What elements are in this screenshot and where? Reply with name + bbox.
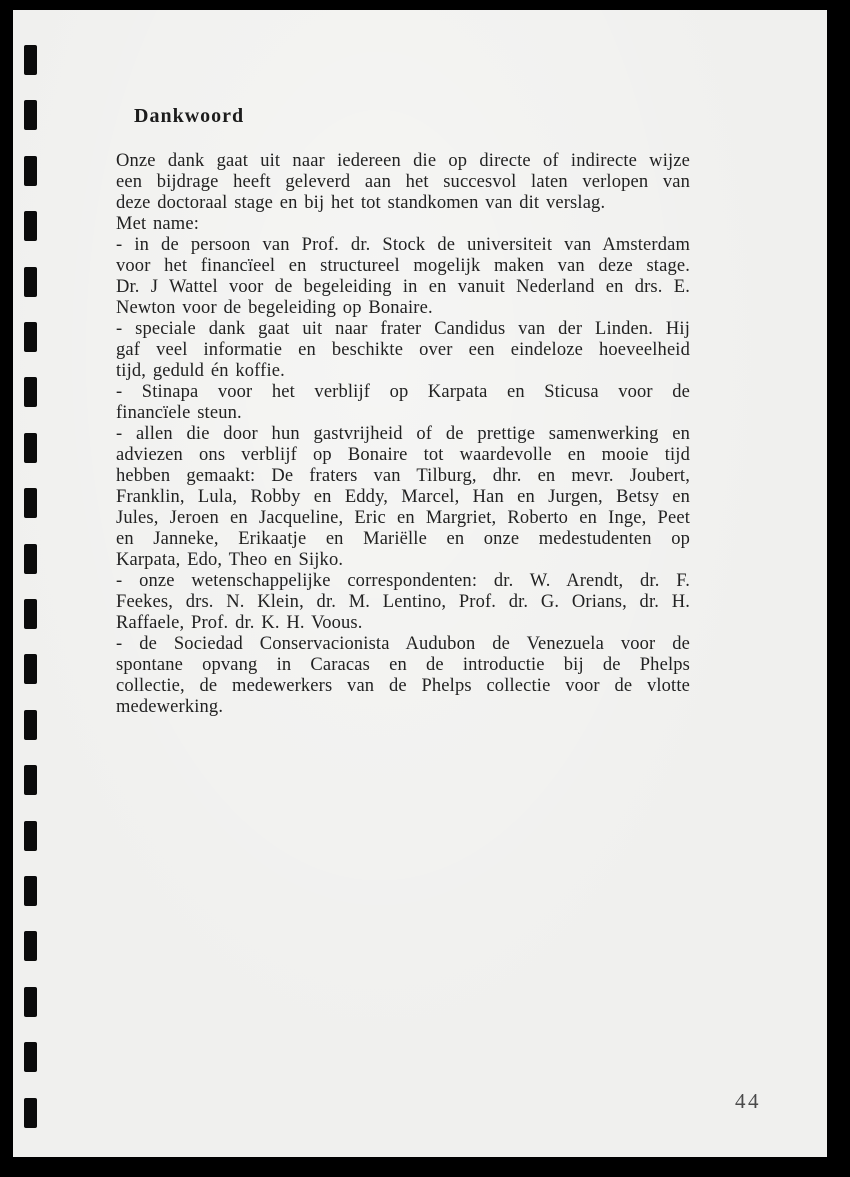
binding-hole	[24, 433, 37, 463]
binding-hole	[24, 1042, 37, 1072]
text-line: tijd, geduld én koffie.	[116, 361, 285, 381]
text-line: Karpata, Edo, Theo en Sijko.	[116, 550, 344, 570]
text-line: spontane opvang in Caracas en de introductie bij de Phelps	[116, 655, 690, 675]
text-line: - de Sociedad Conservacionista Audubon de Venezuela voor de	[116, 634, 690, 654]
binding-hole	[24, 1098, 37, 1128]
binding-hole	[24, 100, 37, 130]
text-line: Feekes, drs. N. Klein, dr. M. Lentino, Prof. dr. G. Orians, dr. H.	[116, 592, 690, 612]
binding-hole	[24, 931, 37, 961]
section-heading: Dankwoord	[134, 105, 245, 127]
binding-hole	[24, 710, 37, 740]
binding-hole	[24, 156, 37, 186]
binding-hole	[24, 488, 37, 518]
text-line: en Janneke, Erikaatje en Mariëlle en onze medestudenten op	[116, 529, 690, 549]
binding-hole	[24, 987, 37, 1017]
text-line: - Stinapa voor het verblijf op Karpata en Sticusa voor de	[116, 382, 690, 402]
text-line: - speciale dank gaat uit naar frater Candidus van der Linden. Hij	[116, 319, 690, 339]
page-number: 44	[735, 1089, 761, 1113]
text-line: gaf veel informatie en beschikte over een eindeloze hoeveelheid	[116, 340, 690, 360]
text-line: Franklin, Lula, Robby en Eddy, Marcel, Han en Jurgen, Betsy en	[116, 487, 690, 507]
text-line: medewerking.	[116, 697, 224, 717]
text-line: deze doctoraal stage en bij het tot standkomen van dit verslag.	[116, 193, 606, 213]
text-line: Raffaele, Prof. dr. K. H. Voous.	[116, 613, 363, 633]
text-line: voor het financïeel en structureel mogelijk maken van deze stage.	[116, 256, 690, 276]
binding-strip	[13, 10, 53, 1157]
text-line: financïele steun.	[116, 403, 242, 423]
binding-hole	[24, 821, 37, 851]
text-line: een bijdrage heeft geleverd aan het succesvol laten verlopen van	[116, 172, 690, 192]
text-line: Jules, Jeroen en Jacqueline, Eric en Margriet, Roberto en Inge, Peet	[116, 508, 690, 528]
text-line: Newton voor de begeleiding op Bonaire.	[116, 298, 433, 318]
text-line: Met name:	[116, 214, 199, 234]
binding-hole	[24, 654, 37, 684]
binding-hole	[24, 322, 37, 352]
text-line: hebben gemaakt: De fraters van Tilburg, dhr. en mevr. Joubert,	[116, 466, 690, 486]
document-page	[13, 10, 827, 1157]
text-line: adviezen ons verblijf op Bonaire tot waardevolle en mooie tijd	[116, 445, 690, 465]
binding-hole	[24, 211, 37, 241]
text-line: - in de persoon van Prof. dr. Stock de universiteit van Amsterdam	[116, 235, 690, 255]
text-line: - onze wetenschappelijke correspondenten: dr. W. Arendt, dr. F.	[116, 571, 690, 591]
binding-hole	[24, 377, 37, 407]
binding-hole	[24, 45, 37, 75]
binding-hole	[24, 267, 37, 297]
binding-hole	[24, 544, 37, 574]
binding-hole	[24, 599, 37, 629]
binding-hole	[24, 876, 37, 906]
binding-hole	[24, 765, 37, 795]
text-line: - allen die door hun gastvrijheid of de prettige samenwerking en	[116, 424, 690, 444]
text-line: collectie, de medewerkers van de Phelps collectie voor de vlotte	[116, 676, 690, 696]
body-text	[116, 151, 690, 718]
text-line: Dr. J Wattel voor de begeleiding in en vanuit Nederland en drs. E.	[116, 277, 690, 297]
text-line: Onze dank gaat uit naar iedereen die op directe of indirecte wijze	[116, 151, 690, 171]
